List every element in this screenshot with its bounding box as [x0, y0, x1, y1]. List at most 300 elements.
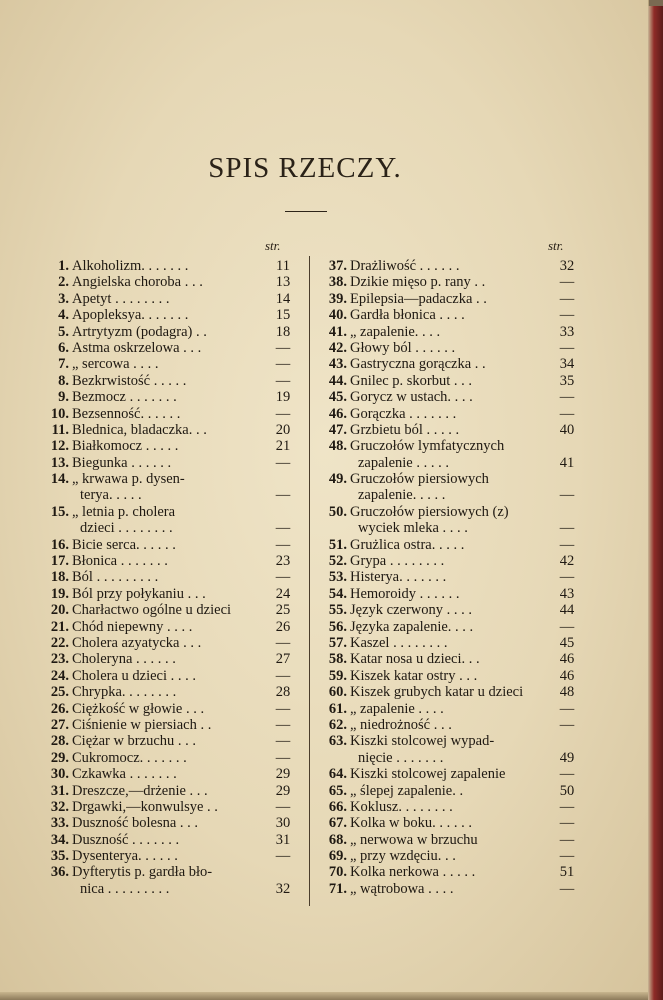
entry-page: —	[559, 389, 575, 406]
index-entry	[320, 684, 582, 700]
entry-page: —	[559, 618, 575, 635]
entry-number: 38.	[328, 274, 347, 291]
index-entry	[48, 684, 298, 700]
entry-number: 51.	[328, 536, 347, 553]
entry-page: —	[559, 536, 575, 553]
index-entry	[320, 783, 582, 799]
entry-title: „ wątrobowa . . . .	[350, 880, 454, 897]
entry-number: 1.	[58, 258, 69, 274]
entry-number: 3.	[58, 290, 69, 307]
index-entry	[320, 881, 582, 897]
entry-title: zapalenie . . . . .	[358, 454, 449, 471]
entry-page: —	[275, 454, 291, 471]
entry-number: 49.	[328, 471, 347, 488]
title-rule	[285, 211, 327, 212]
entry-page: 32	[275, 880, 291, 897]
entry-number: 28.	[50, 733, 69, 750]
entry-title: „ nerwowa w brzuchu	[350, 831, 478, 848]
entry-title: Gorycz w ustach. . . .	[350, 389, 473, 406]
entry-page: —	[275, 536, 291, 553]
entry-page: 20	[275, 421, 291, 438]
entry-number: 9.	[58, 389, 69, 406]
entry-title: Drażliwość . . . . . .	[350, 258, 460, 274]
entry-title: Blednica, bladaczka. . .	[72, 421, 207, 438]
index-entry	[48, 586, 298, 602]
entry-title: Chód niepewny . . . .	[72, 618, 193, 635]
index-entry	[48, 881, 298, 897]
entry-title: „ sercowa . . . .	[72, 356, 159, 373]
entry-title: Choleryna . . . . . .	[72, 651, 176, 668]
entry-number: 70.	[328, 864, 347, 881]
entry-number: 62.	[328, 716, 347, 733]
entry-number: 67.	[328, 815, 347, 832]
entry-title: Hemoroidy . . . . . .	[350, 585, 460, 602]
entry-page: —	[275, 569, 291, 586]
entry-title: Cholera u dzieci . . . .	[72, 667, 197, 684]
index-entry	[48, 340, 298, 356]
entry-title: Języka zapalenie. . . .	[350, 618, 474, 635]
entry-title: Drgawki,—konwulsye . .	[72, 798, 218, 815]
entry-number: 21.	[50, 618, 69, 635]
entry-title: Cholera azyatycka . . .	[72, 634, 202, 651]
entry-number: 5.	[58, 323, 69, 340]
index-entry	[48, 799, 298, 815]
entry-number: 35.	[50, 848, 69, 865]
entry-number: 46.	[328, 405, 347, 422]
entry-title: Alkoholizm. . . . . . .	[72, 258, 189, 274]
entry-number: 8.	[58, 372, 69, 389]
entry-page: 45	[559, 634, 575, 651]
index-entry	[48, 307, 298, 323]
entry-page: —	[559, 798, 575, 815]
entry-title: Gnilec p. skorbut . . .	[350, 372, 473, 389]
index-entry	[320, 537, 582, 553]
index-entry	[48, 487, 298, 503]
column-divider	[309, 256, 310, 906]
entry-number: 52.	[328, 553, 347, 570]
entry-page: 33	[559, 323, 575, 340]
entry-page: —	[275, 848, 291, 865]
entry-page: —	[559, 700, 575, 717]
entry-number: 14.	[50, 471, 69, 488]
entry-title: „ ślepej zapalenie. .	[350, 782, 464, 799]
entry-number: 27.	[50, 716, 69, 733]
entry-title: Artrytyzm (podagra) . .	[72, 323, 207, 340]
index-entry	[48, 733, 298, 749]
entry-title: Apopleksya. . . . . . .	[72, 307, 189, 324]
entry-title: Czkawka . . . . . . .	[72, 766, 177, 783]
entry-number: 26.	[50, 700, 69, 717]
entry-page: —	[275, 667, 291, 684]
index-entry	[320, 848, 582, 864]
entry-page: 49	[559, 749, 575, 766]
entry-title: Głowy ból . . . . . .	[350, 339, 456, 356]
entry-title: Gruczołów piersiowych (z)	[350, 503, 509, 520]
entry-title: Bezmocz . . . . . . .	[72, 389, 177, 406]
entry-title: Bezsenność. . . . . .	[72, 405, 181, 422]
entry-title: Gorączka . . . . . . .	[350, 405, 457, 422]
index-entry	[48, 864, 298, 880]
entry-page: —	[275, 405, 291, 422]
entry-number: 25.	[50, 684, 69, 701]
index-entry	[48, 602, 298, 618]
entry-title: „ przy wzdęciu. . .	[350, 848, 456, 865]
entry-page: 14	[275, 290, 291, 307]
index-entry	[48, 537, 298, 553]
entry-page: 44	[559, 602, 575, 619]
entry-number: 37.	[328, 258, 347, 274]
entry-title: „ letnia p. cholera	[72, 503, 176, 520]
entry-number: 36.	[50, 864, 69, 881]
entry-page: 21	[275, 438, 291, 455]
index-entry	[48, 422, 298, 438]
entry-page: —	[275, 372, 291, 389]
entry-number: 43.	[328, 356, 347, 373]
index-entry	[320, 832, 582, 848]
entry-title: Kolka nerkowa . . . . .	[350, 864, 476, 881]
index-entry	[48, 701, 298, 717]
index-entry	[320, 438, 582, 454]
index-entry	[48, 848, 298, 864]
entry-number: 32.	[50, 798, 69, 815]
entry-number: 63.	[328, 733, 347, 750]
index-entry	[48, 651, 298, 667]
entry-number: 34.	[50, 831, 69, 848]
index-entry	[320, 717, 582, 733]
entry-number: 65.	[328, 782, 347, 799]
entry-number: 39.	[328, 290, 347, 307]
entry-number: 17.	[50, 553, 69, 570]
entry-number: 6.	[58, 339, 69, 356]
entry-number: 23.	[50, 651, 69, 668]
index-entry	[48, 291, 298, 307]
entry-page: —	[275, 520, 291, 537]
entry-number: 40.	[328, 307, 347, 324]
entry-title: nięcie . . . . . . .	[358, 749, 444, 766]
index-entry	[48, 324, 298, 340]
entry-page: 51	[559, 864, 575, 881]
entry-title: terya. . . . .	[80, 487, 142, 504]
entry-number: 58.	[328, 651, 347, 668]
index-entry	[320, 799, 582, 815]
entry-title: Grużlica ostra. . . . .	[350, 536, 465, 553]
entry-title: Apetyt . . . . . . . .	[72, 290, 170, 307]
entry-number: 42.	[328, 339, 347, 356]
index-entry	[320, 766, 582, 782]
index-entry	[48, 783, 298, 799]
entry-page: 23	[275, 553, 291, 570]
entry-number: 7.	[58, 356, 69, 373]
entry-title: Charłactwo ogólne u dzieci	[72, 602, 232, 619]
entry-title: wyciek mleka . . . .	[358, 520, 468, 537]
index-entry	[320, 602, 582, 618]
entry-title: Dzikie mięso p. rany . .	[350, 274, 486, 291]
index-entry	[320, 569, 582, 585]
entry-page: 31	[275, 831, 291, 848]
entry-title: Gruczołów lymfatycznych	[350, 438, 505, 455]
right-str-label: str.	[548, 238, 564, 253]
entry-page: 13	[275, 274, 291, 291]
entry-title: Gardła błonica . . . .	[350, 307, 465, 324]
entry-page: —	[275, 634, 291, 651]
entry-title: Kiszek grubych katar u dzieci	[350, 684, 524, 701]
entry-title: „ zapalenie . . . .	[350, 700, 444, 717]
entry-title: Dreszcze,—drżenie . . .	[72, 782, 208, 799]
entry-page: —	[559, 487, 575, 504]
entry-title: Ciężkość w głowie . . .	[72, 700, 205, 717]
index-entry	[320, 553, 582, 569]
index-entry	[320, 586, 582, 602]
entry-title: Białkomocz . . . . .	[72, 438, 179, 455]
index-entry	[320, 815, 582, 831]
entry-title: Koklusz. . . . . . . .	[350, 798, 453, 815]
index-entry	[48, 815, 298, 831]
entry-title: Kiszki stolcowej zapalenie	[350, 766, 506, 783]
index-entry	[320, 864, 582, 880]
entry-number: 11.	[51, 421, 69, 438]
entry-page: 43	[559, 585, 575, 602]
index-entry	[320, 471, 582, 487]
entry-number: 41.	[328, 323, 347, 340]
entry-title: Katar nosa u dzieci. . .	[350, 651, 480, 668]
index-entry	[320, 455, 582, 471]
index-entry	[320, 701, 582, 717]
entry-page: 46	[559, 667, 575, 684]
entry-title: Kaszel . . . . . . . .	[350, 634, 448, 651]
entry-page: —	[275, 716, 291, 733]
entry-title: Kiszek katar ostry . . .	[350, 667, 478, 684]
index-entry	[48, 258, 298, 274]
index-entry	[48, 438, 298, 454]
index-entry	[320, 651, 582, 667]
entry-number: 24.	[50, 667, 69, 684]
entry-number: 16.	[50, 536, 69, 553]
entry-page: 28	[275, 684, 291, 701]
entry-page: 30	[275, 815, 291, 832]
entry-page: 26	[275, 618, 291, 635]
entry-page: —	[559, 405, 575, 422]
index-entry	[48, 619, 298, 635]
entry-title: nica . . . . . . . . .	[80, 880, 170, 897]
entry-number: 57.	[328, 634, 347, 651]
index-entry	[48, 750, 298, 766]
entry-page: —	[559, 815, 575, 832]
entry-number: 4.	[58, 307, 69, 324]
entry-number: 68.	[328, 831, 347, 848]
index-entry	[48, 635, 298, 651]
index-entry	[320, 324, 582, 340]
entry-page: 40	[559, 421, 575, 438]
entry-page: 29	[275, 782, 291, 799]
index-entry	[320, 635, 582, 651]
index-entry	[320, 520, 582, 536]
entry-number: 64.	[328, 766, 347, 783]
entry-title: Duszność . . . . . . .	[72, 831, 180, 848]
entry-title: Histerya. . . . . . .	[350, 569, 447, 586]
index-entry	[320, 668, 582, 684]
index-entry	[48, 274, 298, 290]
book-edge	[648, 6, 663, 1000]
entry-title: „ krwawa p. dysen-	[72, 471, 185, 488]
entry-page: 34	[559, 356, 575, 373]
entry-title: Grzbietu ból . . . . .	[350, 421, 460, 438]
entry-title: Kiszki stolcowej wypad-	[350, 733, 495, 750]
entry-title: Język czerwony . . . .	[350, 602, 472, 619]
entry-title: „ niedrożność . . .	[350, 716, 452, 733]
entry-number: 2.	[58, 274, 69, 291]
entry-page: —	[559, 307, 575, 324]
entry-number: 19.	[50, 585, 69, 602]
index-entry	[48, 569, 298, 585]
index-entry	[320, 750, 582, 766]
entry-number: 54.	[328, 585, 347, 602]
index-entry	[320, 733, 582, 749]
entry-title: dzieci . . . . . . . .	[80, 520, 173, 537]
index-entry	[48, 766, 298, 782]
index-entry	[48, 389, 298, 405]
entry-number: 22.	[50, 634, 69, 651]
entry-page: —	[275, 700, 291, 717]
index-entry	[48, 373, 298, 389]
left-str-label: str.	[265, 238, 281, 253]
index-entry	[320, 389, 582, 405]
entry-page: —	[275, 356, 291, 373]
index-entry	[320, 373, 582, 389]
index-entry	[320, 504, 582, 520]
entry-number: 29.	[50, 749, 69, 766]
index-entry	[48, 455, 298, 471]
entry-number: 15.	[50, 503, 69, 520]
entry-number: 30.	[50, 766, 69, 783]
entry-title: „ zapalenie. . . .	[350, 323, 441, 340]
entry-page: 11	[276, 258, 290, 274]
entry-page: —	[559, 880, 575, 897]
entry-title: Błonica . . . . . . .	[72, 553, 168, 570]
entry-page: 46	[559, 651, 575, 668]
entry-number: 31.	[50, 782, 69, 799]
entry-page: 42	[559, 553, 575, 570]
entry-title: Cukromocz. . . . . . .	[72, 749, 187, 766]
index-entry	[320, 307, 582, 323]
entry-page: —	[559, 569, 575, 586]
index-entry	[320, 291, 582, 307]
entry-number: 53.	[328, 569, 347, 586]
entry-number: 48.	[328, 438, 347, 455]
entry-number: 45.	[328, 389, 347, 406]
entry-title: Bicie serca. . . . . .	[72, 536, 176, 553]
entry-page: 35	[559, 372, 575, 389]
entry-page: —	[275, 339, 291, 356]
entry-title: Duszność bolesna . . .	[72, 815, 199, 832]
entry-number: 13.	[50, 454, 69, 471]
entry-page: 27	[275, 651, 291, 668]
index-entry	[48, 717, 298, 733]
entry-page: —	[275, 733, 291, 750]
entry-number: 10.	[50, 405, 69, 422]
entry-number: 60.	[328, 684, 347, 701]
entry-page: —	[559, 848, 575, 865]
entry-page: 29	[275, 766, 291, 783]
entry-number: 12.	[50, 438, 69, 455]
entry-title: zapalenie. . . . .	[358, 487, 446, 504]
entry-number: 18.	[50, 569, 69, 586]
entry-page: —	[275, 749, 291, 766]
entry-number: 44.	[328, 372, 347, 389]
entry-title: Bezkrwistość . . . . .	[72, 372, 187, 389]
entry-page: —	[559, 290, 575, 307]
entry-number: 33.	[50, 815, 69, 832]
entry-page: —	[559, 716, 575, 733]
index-entry	[48, 553, 298, 569]
page-title: SPIS RZECZY.	[208, 152, 402, 184]
entry-page: 24	[275, 585, 291, 602]
entry-page: —	[559, 274, 575, 291]
entry-title: Ból . . . . . . . . .	[72, 569, 159, 586]
index-entry	[48, 668, 298, 684]
entry-page: 48	[559, 684, 575, 701]
entry-title: Ból przy połykaniu . . .	[72, 585, 206, 602]
entry-number: 20.	[50, 602, 69, 619]
index-entry	[320, 422, 582, 438]
index-entry	[320, 258, 582, 274]
entry-number: 61.	[328, 700, 347, 717]
entry-title: Astma oskrzelowa . . .	[72, 339, 202, 356]
entry-title: Angielska choroba . . .	[72, 274, 203, 291]
entry-title: Gruczołów piersiowych	[350, 471, 489, 488]
index-entry	[320, 340, 582, 356]
entry-number: 55.	[328, 602, 347, 619]
page-bottom-edge	[0, 992, 648, 1000]
entry-number: 50.	[328, 503, 347, 520]
entry-page: 41	[559, 454, 575, 471]
entry-number: 71.	[328, 880, 347, 897]
index-entry	[48, 356, 298, 372]
entry-page: 19	[275, 389, 291, 406]
index-entry	[48, 520, 298, 536]
entry-page: —	[275, 798, 291, 815]
index-entry	[48, 504, 298, 520]
entry-title: Ciśnienie w piersiach . .	[72, 716, 212, 733]
entry-page: 50	[559, 782, 575, 799]
entry-title: Gastryczna gorączka . .	[350, 356, 486, 373]
entry-title: Biegunka . . . . . .	[72, 454, 172, 471]
entry-page: —	[559, 339, 575, 356]
entry-number: 59.	[328, 667, 347, 684]
entry-page: —	[275, 487, 291, 504]
entry-page: —	[559, 766, 575, 783]
entry-title: Chrypka. . . . . . . .	[72, 684, 177, 701]
index-entry	[320, 274, 582, 290]
entry-title: Dyfterytis p. gardła bło-	[72, 864, 213, 881]
entry-page: 18	[275, 323, 291, 340]
entry-title: Ciężar w brzuchu . . .	[72, 733, 197, 750]
entry-title: Kolka w boku. . . . . .	[350, 815, 473, 832]
entry-page: 25	[275, 602, 291, 619]
entry-title: Grypa . . . . . . . .	[350, 553, 445, 570]
entry-number: 47.	[328, 421, 347, 438]
entry-number: 56.	[328, 618, 347, 635]
entry-page: 32	[559, 258, 575, 274]
index-entry	[320, 356, 582, 372]
index-entry	[48, 406, 298, 422]
index-entry	[320, 406, 582, 422]
index-entry	[48, 832, 298, 848]
index-entry	[320, 619, 582, 635]
entry-title: Dysenterya. . . . . .	[72, 848, 178, 865]
entry-number: 66.	[328, 798, 347, 815]
left-column	[48, 258, 298, 897]
entry-page: —	[559, 831, 575, 848]
